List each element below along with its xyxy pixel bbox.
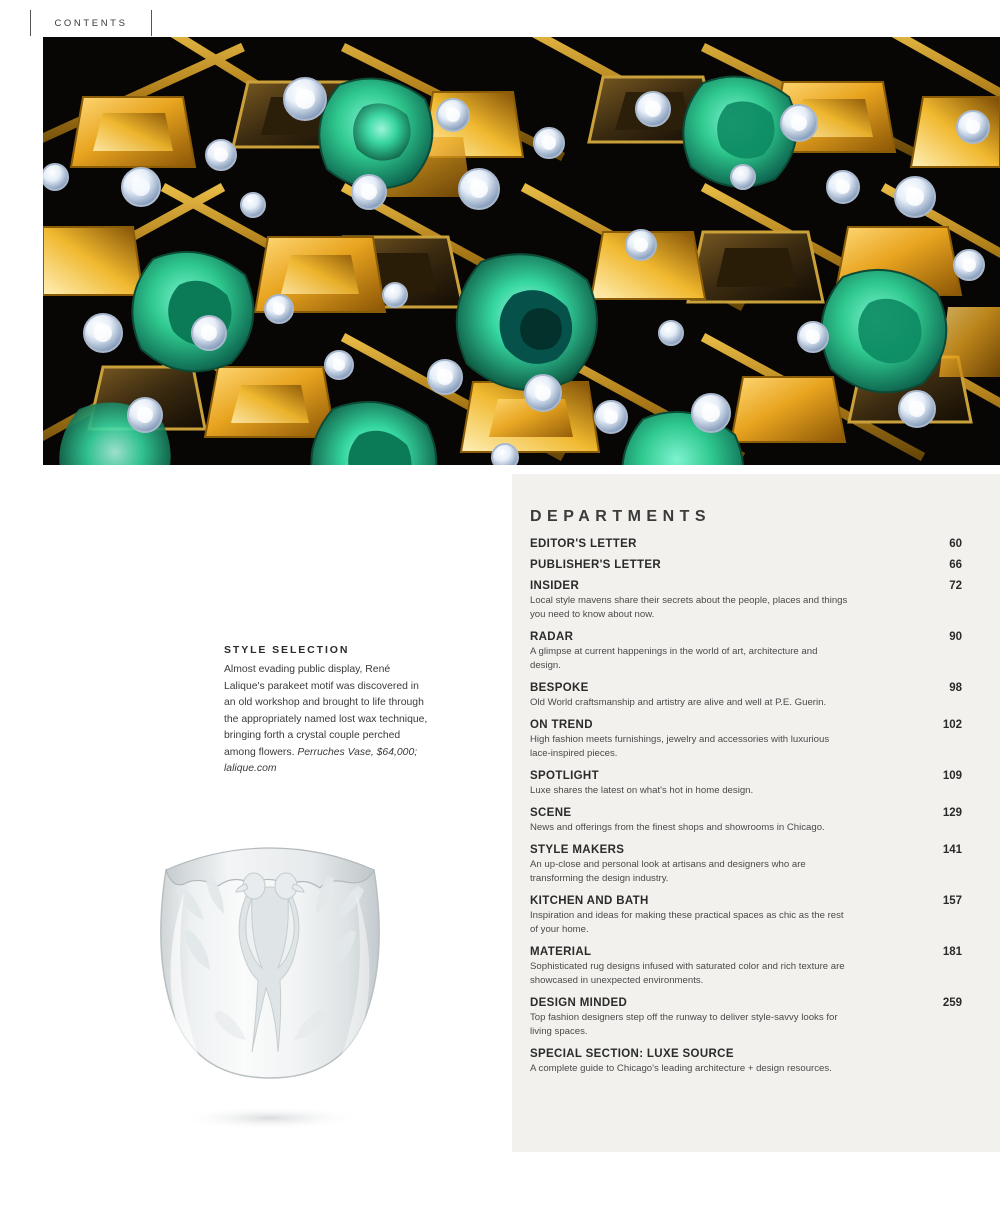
list-item[interactable] xyxy=(530,631,962,673)
department-page: 66 xyxy=(949,559,962,571)
style-selection-body xyxy=(224,662,429,778)
department-page: 72 xyxy=(949,580,962,592)
list-item[interactable] xyxy=(530,807,962,835)
department-page: 181 xyxy=(942,946,962,958)
department-name: BESPOKE xyxy=(530,682,589,694)
list-item[interactable] xyxy=(530,770,962,798)
department-page: 98 xyxy=(949,682,962,694)
department-name: SPOTLIGHT xyxy=(530,770,599,782)
department-desc: News and offerings from the finest shops and showrooms in Chicago. xyxy=(530,822,825,833)
list-item[interactable] xyxy=(530,538,962,550)
department-name: EDITOR'S LETTER xyxy=(530,538,637,550)
department-name: ON TREND xyxy=(530,719,593,731)
department-desc: Local style mavens share their secrets about the people, places and things you need to know about now. xyxy=(530,595,848,620)
department-name: DESIGN MINDED xyxy=(530,997,628,1009)
department-desc: A glimpse at current happenings in the world of art, architecture and design. xyxy=(530,646,818,671)
departments-title: DEPARTMENTS xyxy=(530,508,712,525)
departments-panel xyxy=(512,474,1000,1152)
department-desc: An up-close and personal look at artisans and designers who are transforming the design industry. xyxy=(530,859,806,884)
department-desc: Sophisticated rug designs infused with saturated color and rich texture are showcased in unexpected environments. xyxy=(530,961,845,986)
department-name: PUBLISHER'S LETTER xyxy=(530,559,662,571)
list-item[interactable] xyxy=(530,997,962,1039)
department-page: 90 xyxy=(949,631,962,643)
department-name: INSIDER xyxy=(530,580,580,592)
department-name: SCENE xyxy=(530,807,572,819)
list-item[interactable] xyxy=(530,844,962,886)
contents-header xyxy=(30,10,152,36)
department-page: 157 xyxy=(942,895,962,907)
department-page: 259 xyxy=(942,997,962,1009)
department-desc: A complete guide to Chicago's leading architecture + design resources. xyxy=(530,1063,832,1074)
department-page: 60 xyxy=(949,538,962,550)
list-item[interactable] xyxy=(530,559,962,571)
departments-list xyxy=(530,538,962,1085)
department-page: 109 xyxy=(942,770,962,782)
department-name: MATERIAL xyxy=(530,946,592,958)
style-selection-text: Almost evading public display, René Lalique's parakeet motif was discovered in an old workshop and brought to life through the appropriately named lost wax technique, bringing forth a crystal couple perched among flowers. xyxy=(224,664,428,758)
list-item[interactable] xyxy=(530,682,962,710)
department-page: 141 xyxy=(942,844,962,856)
list-item[interactable] xyxy=(530,719,962,761)
department-page: 129 xyxy=(942,807,962,819)
list-item[interactable] xyxy=(530,895,962,937)
department-name: RADAR xyxy=(530,631,574,643)
list-item[interactable] xyxy=(530,1048,888,1076)
hero-jewelry-image xyxy=(43,37,1000,465)
department-desc: Top fashion designers step off the runway to deliver style-savvy looks for living spaces. xyxy=(530,1012,838,1037)
list-item[interactable] xyxy=(530,946,962,988)
lalique-vase-image xyxy=(120,800,420,1130)
department-desc: High fashion meets furnishings, jewelry and accessories with luxurious lace-inspired pieces. xyxy=(530,734,830,759)
department-desc: Inspiration and ideas for making these practical spaces as chic as the rest of your home. xyxy=(530,910,844,935)
style-selection-title: STYLE SELECTION xyxy=(224,644,350,656)
list-item[interactable] xyxy=(530,580,962,622)
style-selection-block xyxy=(224,644,429,778)
contents-label: CONTENTS xyxy=(54,17,128,29)
department-desc: Luxe shares the latest on what's hot in home design. xyxy=(530,785,754,796)
department-page: 102 xyxy=(942,719,962,731)
department-name: STYLE MAKERS xyxy=(530,844,625,856)
department-name: SPECIAL SECTION: LUXE SOURCE xyxy=(530,1048,734,1060)
department-name: KITCHEN AND BATH xyxy=(530,895,649,907)
style-selection-credit: Perruches Vase, $64,000; lalique.com xyxy=(224,746,418,774)
department-desc: Old World craftsmanship and artistry are alive and well at P.E. Guerin. xyxy=(530,697,827,708)
